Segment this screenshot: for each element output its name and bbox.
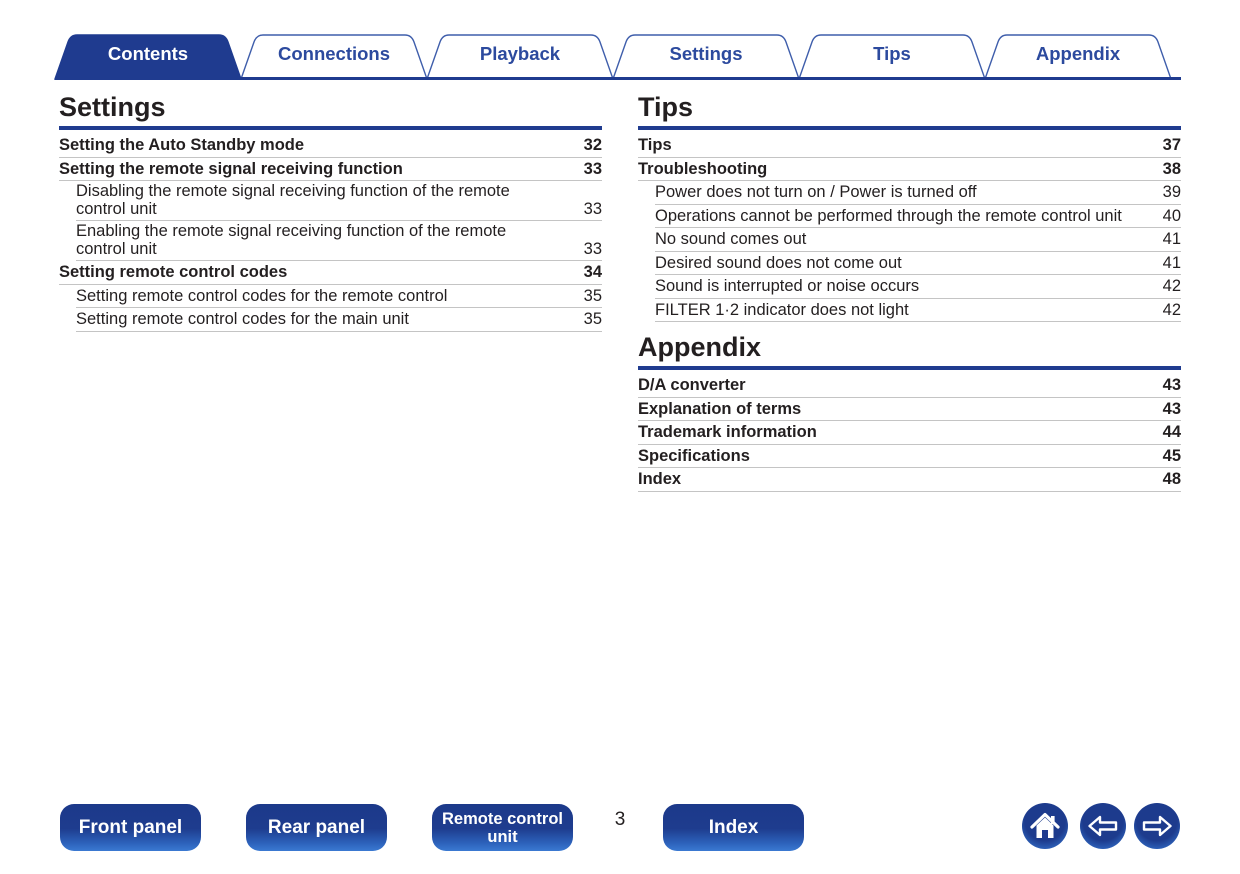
toc-entry[interactable]: [59, 158, 602, 182]
toc-entry-title: Tips: [638, 136, 672, 154]
toc-entry-page: 38: [1162, 159, 1181, 178]
settings-toc-list: [59, 134, 602, 332]
tab-contents[interactable]: [55, 35, 241, 79]
toc-entry-page: 43: [1162, 399, 1181, 418]
toc-entry-title: Setting the Auto Standby mode: [59, 136, 305, 154]
toc-subentry[interactable]: [76, 285, 602, 309]
settings-section: [59, 88, 602, 332]
tab-label: Tips: [873, 43, 911, 64]
tab-label: Appendix: [1035, 43, 1121, 64]
index-button[interactable]: [663, 804, 804, 851]
toc-entry-title: Trademark information: [638, 423, 817, 441]
home-icon[interactable]: [1022, 803, 1068, 849]
tab-tips[interactable]: [799, 35, 985, 79]
toc-entry-title: Specifications: [638, 446, 750, 465]
toc-entry-page: 35: [583, 310, 602, 328]
toc-entry-page: 43: [1162, 376, 1181, 394]
appendix-heading: Appendix: [638, 328, 1181, 370]
toc-subentry[interactable]: [655, 181, 1181, 205]
toc-entry[interactable]: [638, 445, 1181, 469]
toc-entry-page: 41: [1162, 253, 1181, 272]
toc-subentry[interactable]: [655, 275, 1181, 299]
tab-label: Contents: [107, 43, 189, 64]
forward-button[interactable]: [1134, 803, 1180, 849]
toc-subentry[interactable]: [76, 308, 602, 332]
toc-entry-title: Setting the remote signal receiving function: [59, 159, 403, 178]
rear-panel-label: Rear panel: [267, 816, 366, 838]
toc-entry[interactable]: [638, 398, 1181, 422]
toc-entry-title: Setting remote control codes: [59, 263, 288, 281]
toc-entry[interactable]: [638, 421, 1181, 445]
toc-entry-title: Troubleshooting: [638, 159, 768, 178]
toc-entry-page: 48: [1162, 470, 1181, 488]
toc-entry[interactable]: [638, 158, 1181, 182]
toc-entry[interactable]: [59, 261, 602, 285]
index-label: Index: [708, 816, 759, 838]
toc-entry-page: 37: [1162, 136, 1181, 154]
toc-entry-title: Explanation of terms: [638, 399, 802, 418]
toc-entry-title: Desired sound does not come out: [655, 253, 902, 272]
page-number: 3: [614, 809, 626, 830]
toc-subentry[interactable]: [76, 221, 602, 261]
toc-entry-page: 40: [1162, 206, 1181, 225]
appendix-toc-list: [638, 374, 1181, 492]
tab-bar-underline: [55, 77, 1181, 80]
toc-entry-page: 42: [1162, 300, 1181, 319]
toc-entry-page: 33: [583, 159, 602, 178]
toc-entry-page: 33: [583, 200, 602, 218]
toc-entry[interactable]: [638, 134, 1181, 158]
toc-subentry[interactable]: [76, 181, 602, 221]
appendix-section: [638, 328, 1181, 492]
toc-entry-title: Sound is interrupted or noise occurs: [655, 277, 920, 295]
tips-section: [638, 88, 1181, 322]
tab-label: Connections: [277, 43, 391, 64]
toc-entry-title: Setting remote control codes for the main unit: [76, 310, 409, 328]
toc-entry-title: Disabling the remote signal receiving function of the remote control unit: [76, 182, 510, 218]
tab-appendix[interactable]: [985, 35, 1171, 79]
tips-toc-list: [638, 134, 1181, 322]
toc-subentry[interactable]: [655, 228, 1181, 252]
toc-entry[interactable]: [59, 134, 602, 158]
remote-control-unit-button[interactable]: [432, 804, 573, 851]
toc-entry-title: Power does not turn on / Power is turned off: [655, 183, 977, 201]
tab-settings[interactable]: [613, 35, 799, 79]
toc-entry[interactable]: [638, 468, 1181, 492]
tab-connections[interactable]: [241, 35, 427, 79]
toc-entry-title: D/A converter: [638, 376, 746, 394]
toc-entry-page: 45: [1162, 446, 1181, 465]
home-button[interactable]: [1022, 803, 1068, 849]
settings-heading: Settings: [59, 88, 602, 130]
toc-entry-page: 32: [583, 136, 602, 154]
rear-panel-button[interactable]: [246, 804, 387, 851]
tab-label: Settings: [669, 43, 743, 64]
toc-entry[interactable]: [638, 374, 1181, 398]
toc-entry-title: Index: [638, 470, 682, 488]
toc-entry-page: 35: [583, 286, 602, 305]
back-button[interactable]: [1080, 803, 1126, 849]
front-panel-button[interactable]: [60, 804, 201, 851]
toc-subentry[interactable]: [655, 252, 1181, 276]
tips-heading: Tips: [638, 88, 1181, 130]
tab-playback[interactable]: [427, 35, 613, 79]
toc-entry-title: No sound comes out: [655, 230, 807, 248]
toc-entry-title: Setting remote control codes for the remote control: [76, 286, 448, 305]
back-arrow-icon[interactable]: [1080, 803, 1126, 849]
toc-entry-page: 41: [1162, 230, 1181, 248]
forward-arrow-icon[interactable]: [1134, 803, 1180, 849]
toc-entry-page: 33: [583, 240, 602, 258]
toc-subentry[interactable]: [655, 299, 1181, 323]
toc-entry-page: 39: [1162, 183, 1181, 201]
remote-control-unit-label: Remote control unit: [441, 809, 563, 846]
toc-entry-title: Operations cannot be performed through the remote control unit: [655, 206, 1122, 225]
toc-entry-title: FILTER 1·2 indicator does not light: [655, 300, 909, 319]
front-panel-label: Front panel: [78, 816, 183, 838]
toc-entry-title: Enabling the remote signal receiving function of the remote control unit: [76, 222, 507, 258]
toc-subentry[interactable]: [655, 205, 1181, 229]
toc-entry-page: 34: [583, 263, 602, 281]
toc-entry-page: 44: [1162, 423, 1181, 441]
tab-label: Playback: [479, 43, 561, 64]
tab-bar: [0, 0, 1240, 84]
toc-entry-page: 42: [1162, 277, 1181, 295]
